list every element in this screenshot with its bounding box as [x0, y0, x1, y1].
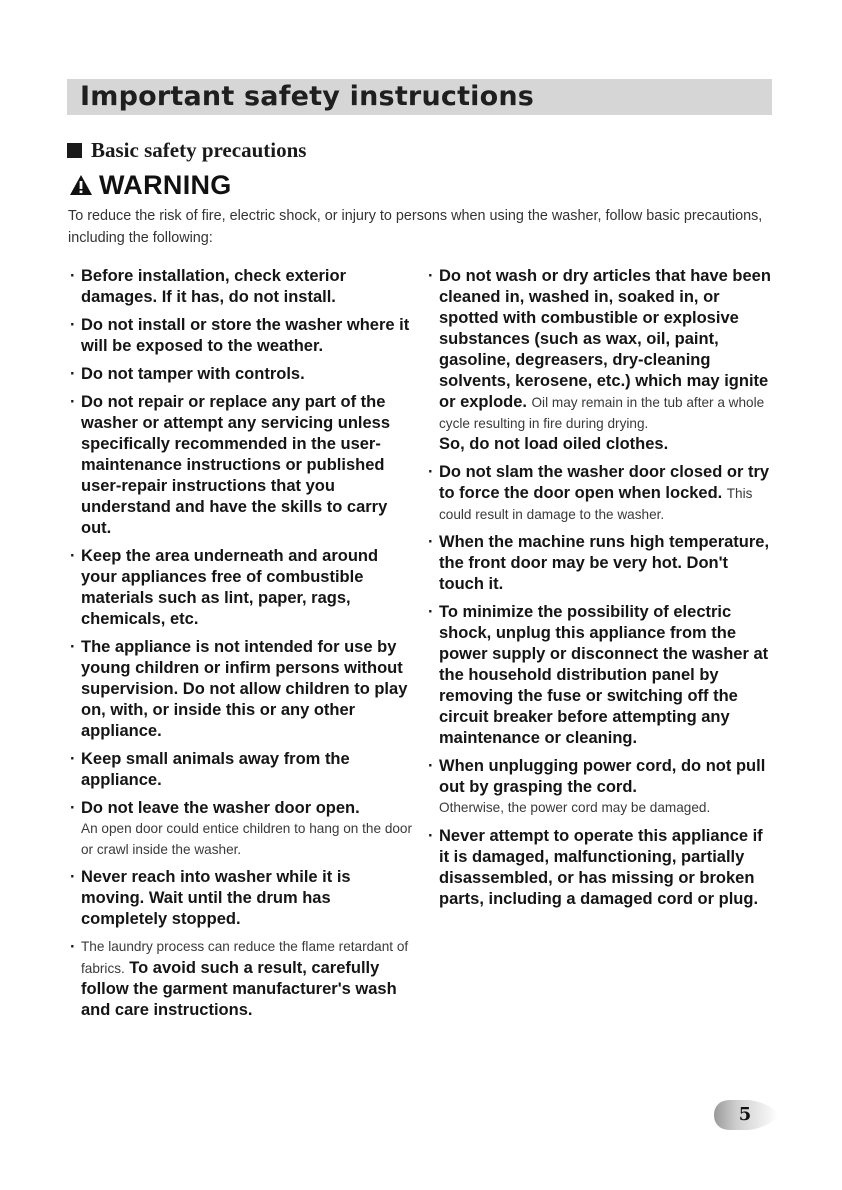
bullet-dot-icon: ·	[428, 533, 434, 551]
bullet-dot-icon: ·	[70, 938, 76, 956]
list-item: · When unplugging power cord, do not pull out by grasping the cord. Otherwise, the power cord may be damaged.	[428, 757, 766, 815]
bullet-dot-icon: ·	[70, 868, 76, 886]
page-title: Important safety instructions	[80, 81, 535, 112]
warning-title: WARNING	[99, 169, 232, 200]
bullet-dot-icon: ·	[428, 267, 434, 285]
section-heading	[67, 137, 306, 163]
bullet-dot-icon: ·	[70, 547, 76, 565]
bullet-dot-icon: ·	[70, 638, 76, 656]
list-item: · When the machine runs high temperature, the front door may be very hot. Don't touch it.	[428, 533, 770, 593]
bullet-dot-icon: ·	[428, 603, 434, 621]
list-item: · The laundry process can reduce the flame retardant of fabrics. To avoid such a result, carefully follow the garment manufacturer's wash and care instructions.	[70, 938, 409, 1019]
section-title: Basic safety precautions	[91, 137, 307, 162]
warning-heading	[69, 168, 232, 202]
bullet-dot-icon: ·	[428, 463, 434, 481]
list-item: · Never reach into washer while it is moving. Wait until the drum has completely stopped.	[70, 868, 351, 928]
bullet-dot-icon: ·	[70, 316, 76, 334]
bullet-dot-icon: ·	[428, 826, 434, 845]
page-number: 5	[738, 1104, 752, 1125]
list-item: · Before installation, check exterior damages. If it has, do not install.	[70, 267, 347, 306]
bullet-dot-icon: ·	[70, 267, 76, 285]
list-item: · The appliance is not intended for use by young children or infirm persons without supervision. Do not allow children to play on, with, or inside this or any other appliance.	[70, 638, 408, 740]
list-item: · Do not repair or replace any part of the washer or attempt any servicing unless specifically recommended in the user-maintenance instructions or published user-repair instructions that you understand and have the skills to carry out.	[70, 393, 391, 537]
warning-intro: To reduce the risk of fire, electric shock, or injury to persons when using the washer, follow basic precautions, including the following:	[68, 208, 763, 246]
bullet-dot-icon: ·	[70, 365, 76, 383]
list-item: · Do not install or store the washer where it will be exposed to the weather.	[70, 316, 410, 355]
bullet-dot-icon: ·	[70, 393, 76, 411]
list-item: · Do not leave the washer door open. An open door could entice children to hang on the door or crawl inside the washer.	[70, 799, 413, 857]
list-item: · Do not tamper with controls.	[70, 365, 305, 383]
list-item: · Do not slam the washer door closed or try to force the door open when locked. This could result in damage to the washer.	[428, 463, 770, 522]
bullet-dot-icon: ·	[70, 750, 76, 768]
list-item: · Do not wash or dry articles that have been cleaned in, washed in, soaked in, or spotted with combustible or explosive substances (such as wax, oil, paint, gasoline, degreasers, dry-cleaning solvents, kerosene, etc.) which may ignite or explode. Oil may remain in the tub after a whole cycle resulting in fire during drying. So, do not load oiled clothes.	[428, 267, 771, 453]
left-column	[70, 266, 416, 1028]
list-item: · Never attempt to operate this appliance if it is damaged, malfunctioning, partially disassembled, or has missing or broken parts, including a damaged cord or plug.	[428, 826, 763, 908]
bullet-dot-icon: ·	[70, 799, 76, 817]
warning-triangle-icon	[69, 174, 93, 196]
right-column	[428, 266, 774, 917]
list-item: · To minimize the possibility of electric shock, unplug this appliance from the power supply or disconnect the washer at the household distribution panel by removing the fuse or switching off the circuit breaker before attempting any maintenance or cleaning.	[428, 603, 769, 747]
bullet-dot-icon: ·	[428, 757, 434, 775]
list-item: · Keep the area underneath and around your appliances free of combustible materials such as lint, paper, rags, chemicals, etc.	[70, 547, 379, 628]
list-item: · Keep small animals away from the appliance.	[70, 750, 350, 789]
square-bullet-icon	[67, 143, 82, 158]
